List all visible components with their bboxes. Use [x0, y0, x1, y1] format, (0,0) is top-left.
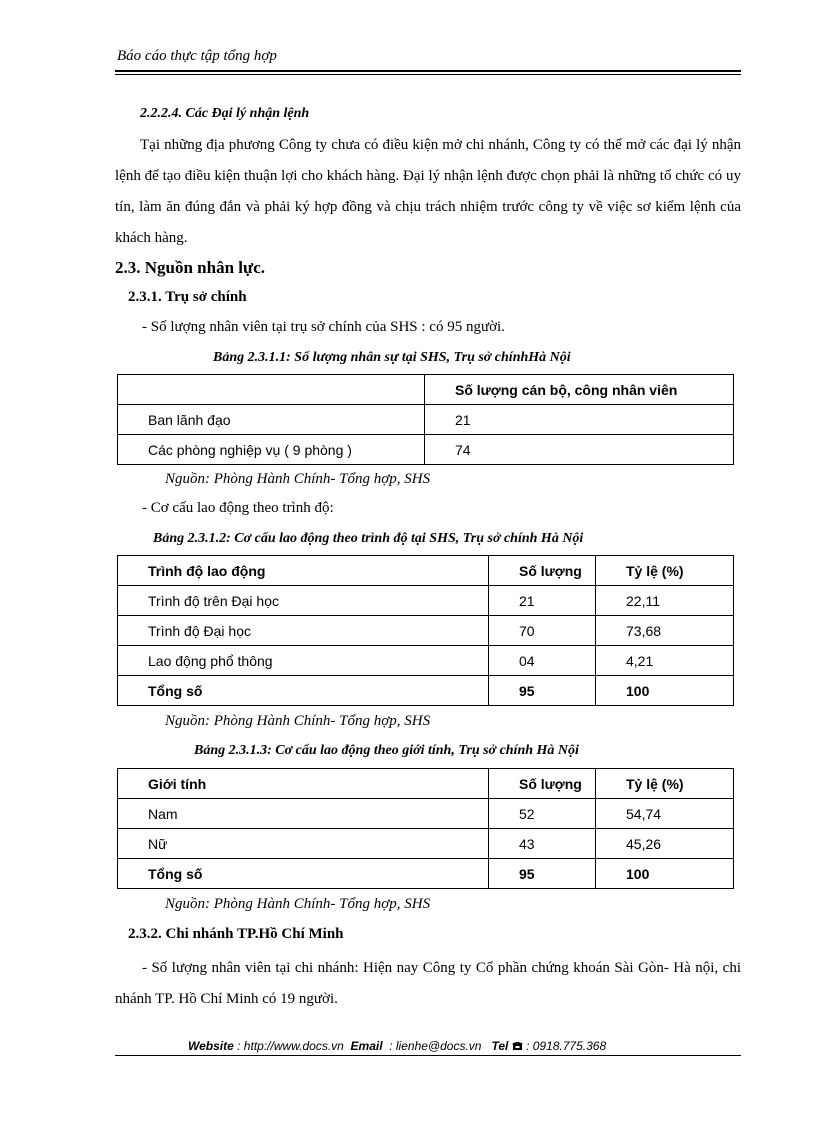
- table-cell: Ban lãnh đạo: [118, 405, 425, 435]
- table-row: [118, 405, 734, 435]
- footer-email-link[interactable]: : lienhe@docs.vn: [389, 1039, 482, 1053]
- table1-source: Nguồn: Phòng Hành Chính- Tổng hợp, SHS: [165, 471, 431, 487]
- table-cell: 74: [425, 435, 734, 465]
- footer-website-label: Website: [188, 1039, 234, 1053]
- table-cell: Lao động phổ thông: [118, 646, 489, 676]
- table-cell: 45,26: [596, 829, 734, 859]
- table-row: [118, 616, 734, 646]
- header-divider-thin: [115, 74, 741, 75]
- table-header-row: [118, 556, 734, 586]
- page-footer: [188, 1039, 606, 1054]
- table-header-cell: Số lượng cán bộ, công nhân viên: [425, 375, 734, 405]
- footer-tel-label: Tel: [491, 1039, 509, 1053]
- footer-tel-value: : 0918.775.368: [526, 1039, 607, 1053]
- table-cell: 21: [489, 586, 596, 616]
- table-cell: Tổng số: [118, 676, 489, 706]
- table2-source: Nguồn: Phòng Hành Chính- Tổng hợp, SHS: [165, 713, 431, 729]
- table-cell: 52: [489, 799, 596, 829]
- table-header-row: [118, 375, 734, 405]
- table-cell: 4,21: [596, 646, 734, 676]
- table-cell: Trình độ Đại học: [118, 616, 489, 646]
- staff-table: [117, 374, 734, 465]
- section-232-paragraph: - Số lượng nhân viên tại chi nhánh: Hiện nay Công ty Cổ phần chứng khoán Sài Gòn- Hà nội, chi nhánh TP. Hồ Chí Minh có 19 người.: [115, 960, 741, 1007]
- table2-caption: Bảng 2.3.1.2: Cơ cấu lao động theo trình độ tại SHS, Trụ sở chính Hà Nội: [153, 531, 584, 546]
- table-row: [118, 829, 734, 859]
- table-cell: Nam: [118, 799, 489, 829]
- table-cell: Nữ: [118, 829, 489, 859]
- table-cell: 100: [596, 676, 734, 706]
- footer-email-label: Email: [350, 1039, 383, 1053]
- table-row: [118, 799, 734, 829]
- section-232-heading: 2.3.2. Chi nhánh TP.Hồ Chí Minh: [128, 926, 344, 942]
- table-row: [118, 435, 734, 465]
- footer-divider: [115, 1055, 741, 1056]
- education-table: [117, 555, 734, 706]
- table1-caption: Bảng 2.3.1.1: Số lượng nhân sự tại SHS, Trụ sở chínhHà Nội: [213, 350, 571, 365]
- section-2224-paragraph: Tại những địa phương Công ty chưa có điều kiện mở chi nhánh, Công ty có thể mở các đại lý nhận lệnh để tạo điều kiện thuận lợi cho khách hàng. Đại lý nhận lệnh được chọn phải là những tổ chức có uy tín, làm ăn đúng đắn và phải ký hợp đồng và chịu trách nhiệm trước công ty về việc sơ kiểm lệnh của khách hàng.: [115, 137, 741, 246]
- staff-count-line: - Số lượng nhân viên tại trụ sở chính của SHS : có 95 người.: [142, 319, 505, 335]
- table-header-cell: Tỷ lệ (%): [596, 556, 734, 586]
- table-header-cell: Số lượng: [489, 556, 596, 586]
- section-231-heading: 2.3.1. Trụ sở chính: [128, 289, 247, 305]
- table-cell: Trình độ trên Đại học: [118, 586, 489, 616]
- structure-line: - Cơ cấu lao động theo trình độ:: [142, 500, 334, 516]
- footer-website-link[interactable]: : http://www.docs.vn: [237, 1039, 344, 1053]
- table-cell: 04: [489, 646, 596, 676]
- table-header-cell: Tỷ lệ (%): [596, 769, 734, 799]
- table-cell: Các phòng nghiệp vụ ( 9 phòng ): [118, 435, 425, 465]
- table-cell: 73,68: [596, 616, 734, 646]
- table-cell: Tổng số: [118, 859, 489, 889]
- table-total-row: [118, 859, 734, 889]
- table-cell: 100: [596, 859, 734, 889]
- table-header-cell: Giới tính: [118, 769, 489, 799]
- table-header-cell: [118, 375, 425, 405]
- table-cell: 43: [489, 829, 596, 859]
- table3-caption: Bảng 2.3.1.3: Cơ cấu lao động theo giới tính, Trụ sở chính Hà Nội: [194, 743, 579, 758]
- table-cell: 54,74: [596, 799, 734, 829]
- table-row: [118, 646, 734, 676]
- table-header-row: [118, 769, 734, 799]
- table-header-cell: Trình độ lao động: [118, 556, 489, 586]
- table-cell: 95: [489, 859, 596, 889]
- section-23-heading: 2.3. Nguồn nhân lực.: [115, 258, 266, 277]
- gender-table: [117, 768, 734, 889]
- table-total-row: [118, 676, 734, 706]
- header-divider: [115, 70, 741, 72]
- table-cell: 70: [489, 616, 596, 646]
- table-cell: 95: [489, 676, 596, 706]
- phone-icon: [512, 1040, 523, 1054]
- table3-source: Nguồn: Phòng Hành Chính- Tổng hợp, SHS: [165, 896, 431, 912]
- table-cell: 22,11: [596, 586, 734, 616]
- page-header-title: Báo cáo thực tập tổng hợp: [117, 48, 277, 64]
- table-header-cell: Số lượng: [489, 769, 596, 799]
- section-2224-heading: 2.2.2.4. Các Đại lý nhận lệnh: [140, 106, 310, 121]
- table-row: [118, 586, 734, 616]
- table-cell: 21: [425, 405, 734, 435]
